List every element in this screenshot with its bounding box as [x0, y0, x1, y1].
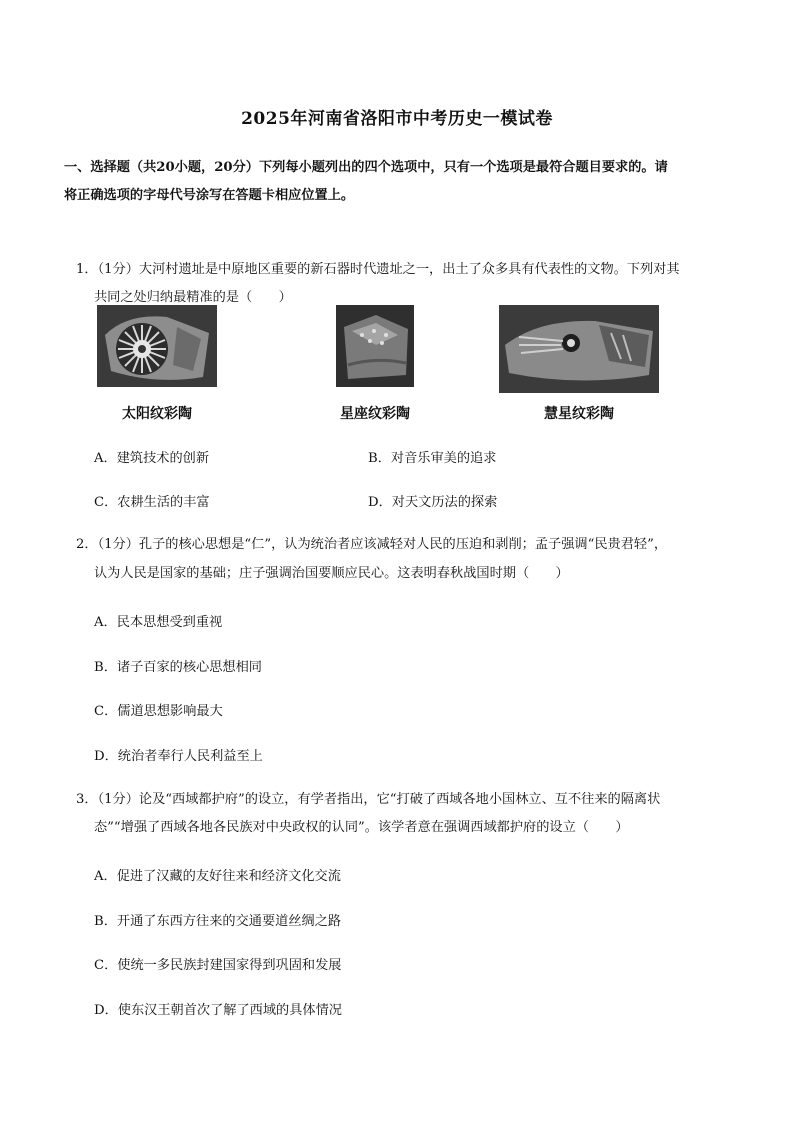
question-1-option-b[interactable]: B．对音乐审美的追求: [368, 451, 497, 466]
question-1-stem-line2: 共同之处归纳最精准的是（ ）: [94, 290, 292, 305]
constellation-pattern-pottery-image: [336, 305, 414, 387]
question-2-option-d[interactable]: D．统治者奉行人民利益至上: [94, 749, 263, 764]
question-1-stem-line1: 1．（1分）大河村遗址是中原地区重要的新石器时代遗址之一，出土了众多具有代表性的文物。下列对其: [76, 262, 680, 277]
question-1-option-d[interactable]: D．对天文历法的探索: [368, 495, 498, 510]
comet-pattern-pottery-image: [499, 305, 659, 393]
question-1-option-a[interactable]: A．建筑技术的创新: [94, 451, 210, 466]
question-3-option-a[interactable]: A．促进了汉藏的友好往来和经济文化交流: [94, 869, 341, 884]
question-1-figures: [0, 305, 794, 425]
sun-pattern-pottery-image: [97, 305, 217, 387]
question-2-option-c[interactable]: C．儒道思想影响最大: [94, 704, 223, 719]
caption-comet-pattern: 慧星纹彩陶: [544, 406, 614, 422]
caption-sun-pattern: 太阳纹彩陶: [122, 406, 192, 422]
question-3-stem-line2: 态”“增强了西域各地各民族对中央政权的认同”。该学者意在强调西域都护府的设立（ ）: [94, 820, 629, 835]
question-3-option-d[interactable]: D．使东汉王朝首次了解了西域的具体情况: [94, 1003, 342, 1018]
question-3-stem-line1: 3．（1分）论及“西域都护府”的设立，有学者指出，它“打破了西域各地小国林立、互不往来的隔离状: [76, 792, 661, 807]
question-2-stem-line2: 认为人民是国家的基础；庄子强调治国要顺应民心。这表明春秋战国时期（ ）: [94, 566, 569, 581]
question-1-option-c[interactable]: C．农耕生活的丰富: [94, 495, 210, 510]
caption-constellation-pattern: 星座纹彩陶: [340, 406, 410, 422]
section-instructions-line2: 将正确选项的字母代号涂写在答题卡相应位置上。: [64, 188, 355, 203]
question-3-option-c[interactable]: C．使统一多民族封建国家得到巩固和发展: [94, 958, 342, 973]
section-instructions: [64, 154, 724, 210]
question-2-stem-line1: 2．（1分）孔子的核心思想是“仁”，认为统治者应该减轻对人民的压迫和剥削；孟子强调“民贵君轻”，: [76, 537, 668, 552]
question-2-option-b[interactable]: B．诸子百家的核心思想相同: [94, 660, 262, 675]
question-2-option-a[interactable]: A．民本思想受到重视: [94, 615, 223, 630]
exam-title: 2025年河南省洛阳市中考历史一模试卷: [241, 109, 553, 129]
question-3-option-b[interactable]: B．开通了东西方往来的交通要道丝绸之路: [94, 914, 342, 929]
section-instructions-line1: 一、选择题（共20小题，20分）下列每小题列出的四个选项中，只有一个选项是最符合题目要求的。请: [64, 160, 668, 175]
